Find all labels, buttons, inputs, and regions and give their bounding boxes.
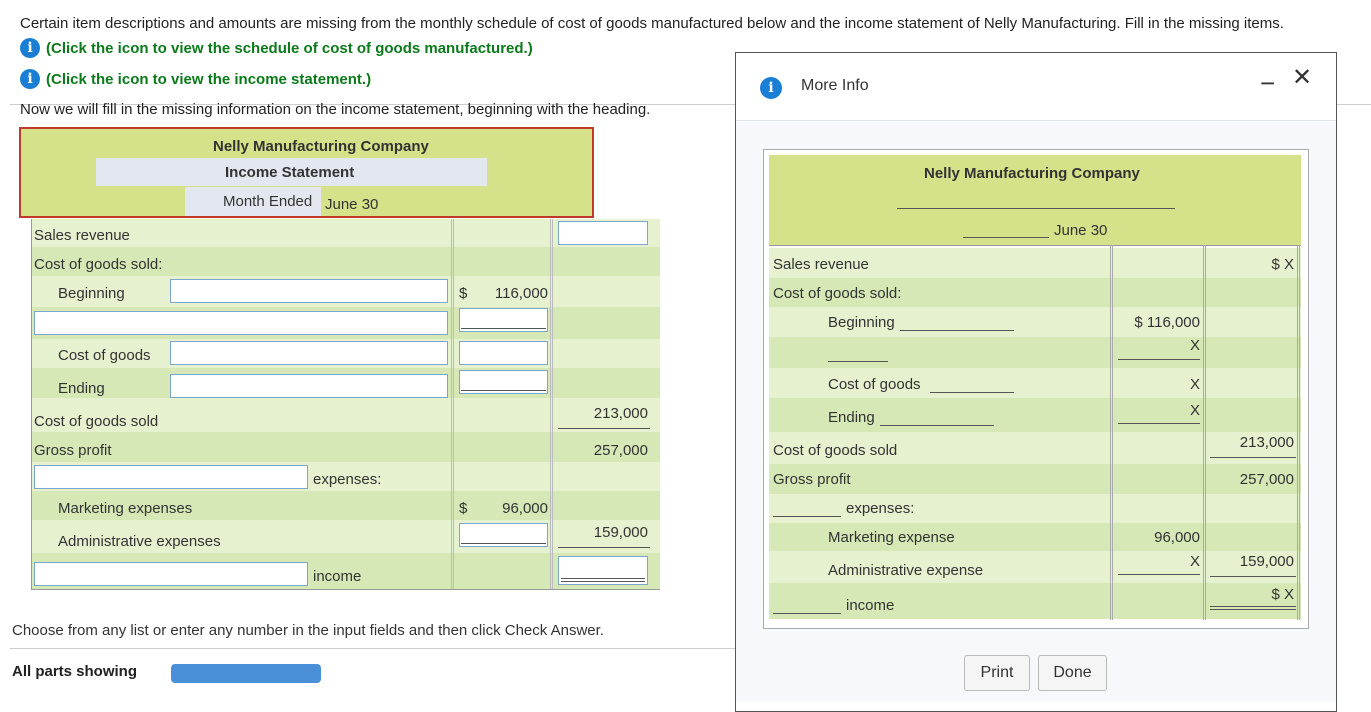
- beginning-amount: 116,000: [494, 285, 548, 302]
- income-info-link[interactable]: [20, 69, 371, 89]
- column-divider: [550, 219, 553, 589]
- close-icon[interactable]: ✕: [1292, 64, 1313, 91]
- modal-gross-profit-amount: 257,000: [1239, 471, 1294, 488]
- modal-gross-profit-label: Gross profit: [773, 471, 851, 488]
- administrative-label: Administrative expenses: [58, 533, 221, 550]
- modal-beginning-label: Beginning: [828, 314, 895, 331]
- modal-income-amount: $ X: [1271, 586, 1294, 603]
- modal-cogs-header: Cost of goods sold:: [773, 285, 902, 302]
- modal-administrative-label: Administrative expense: [828, 562, 984, 579]
- info-icon: i: [760, 77, 782, 99]
- expenses-total-amount: 159,000: [593, 524, 648, 541]
- modal-income-suffix: income: [846, 597, 895, 614]
- column-divider: [451, 219, 454, 589]
- progress-bar: [171, 664, 321, 683]
- beginning-description-input[interactable]: [170, 279, 448, 303]
- blank-line: [930, 392, 1014, 393]
- modal-title: More Info: [801, 77, 869, 94]
- modal-ending-label: Ending: [828, 409, 875, 426]
- minimize-icon[interactable]: −: [1260, 68, 1276, 98]
- company-name: Nelly Manufacturing Company: [213, 138, 429, 155]
- gross-profit-amount: 257,000: [593, 442, 648, 459]
- blank-line: [773, 613, 841, 614]
- modal-company-name: Nelly Manufacturing Company: [924, 165, 1140, 182]
- amount-underline: [461, 543, 546, 544]
- month-label: Month Ended: [223, 193, 313, 210]
- modal-cost-of-goods-label: Cost of goods: [828, 376, 921, 393]
- modal-cogs-total: 213,000: [1239, 434, 1294, 451]
- amount-underline: [558, 428, 650, 429]
- column-divider: [1297, 245, 1300, 620]
- blank-line: [773, 516, 841, 517]
- blank-line: [900, 330, 1014, 331]
- modal-row: [769, 337, 1301, 368]
- sales-revenue-input[interactable]: [558, 221, 648, 245]
- amount-underline: [461, 390, 546, 391]
- modal-expenses-suffix: expenses:: [846, 500, 915, 517]
- cost-of-goods-description-input[interactable]: [170, 341, 448, 365]
- modal-x-amount: X: [1189, 402, 1200, 419]
- blank-description-input[interactable]: [34, 311, 448, 335]
- double-underline: [561, 578, 645, 582]
- blank-line: [897, 208, 1175, 209]
- amount-underline: [461, 328, 546, 329]
- modal-marketing-label: Marketing expense: [828, 529, 955, 546]
- ending-label: Ending: [58, 380, 105, 397]
- modal-beginning-amount: $ 116,000: [1134, 314, 1200, 331]
- footer-message: Choose from any list or enter any number in the input fields and then click Check Answer.: [12, 622, 604, 639]
- month-value: June 30: [325, 196, 379, 213]
- cost-of-goods-amount-input[interactable]: [459, 341, 548, 365]
- column-divider: [1110, 245, 1113, 620]
- sub-instruction: Now we will fill in the missing information on the income statement, beginning with the heading.: [20, 101, 651, 118]
- amount-underline: [1118, 574, 1200, 575]
- modal-date: June 30: [1054, 222, 1108, 239]
- blank-line: [963, 237, 1049, 238]
- income-suffix: income: [313, 568, 362, 585]
- dollar-sign: $: [459, 500, 468, 517]
- schedule-info-link[interactable]: [20, 38, 533, 58]
- expenses-description-input[interactable]: [34, 465, 308, 489]
- blank-line: [828, 361, 888, 362]
- table-bottom-border: [31, 589, 660, 590]
- table-top-border: [769, 245, 1301, 246]
- cogs-header-label: Cost of goods sold:: [34, 256, 163, 273]
- ending-description-input[interactable]: [170, 374, 448, 398]
- expenses-suffix: expenses:: [313, 471, 382, 488]
- marketing-label: Marketing expenses: [58, 500, 193, 517]
- cogs-total-label: Cost of goods sold: [34, 413, 159, 430]
- amount-underline: [558, 547, 650, 548]
- dollar-sign: $: [459, 285, 468, 302]
- modal-admin-amount: X: [1189, 553, 1200, 570]
- income-description-input[interactable]: [34, 562, 308, 586]
- cogs-total-amount: 213,000: [593, 405, 648, 422]
- beginning-label: Beginning: [58, 285, 125, 302]
- income-link-label[interactable]: (Click the icon to view the income statement.): [46, 70, 372, 88]
- modal-cogs-total-label: Cost of goods sold: [773, 442, 898, 459]
- table-left-border: [31, 219, 32, 589]
- schedule-link-label[interactable]: (Click the icon to view the schedule of cost of goods manufactured.): [46, 39, 533, 57]
- amount-underline: [1118, 359, 1200, 360]
- statement-title: Income Statement: [225, 164, 355, 181]
- info-icon[interactable]: i: [20, 69, 40, 89]
- divider: [10, 648, 735, 649]
- modal-sales-label: Sales revenue: [773, 256, 869, 273]
- amount-underline: [1210, 576, 1296, 577]
- info-icon[interactable]: i: [20, 38, 40, 58]
- parts-label: All parts showing: [12, 663, 138, 680]
- modal-marketing-amount: 96,000: [1154, 529, 1200, 546]
- print-button[interactable]: Print: [964, 655, 1030, 691]
- gross-profit-label: Gross profit: [34, 442, 112, 459]
- double-underline: [1210, 606, 1296, 610]
- modal-x-amount: X: [1189, 376, 1200, 393]
- marketing-amount: 96,000: [502, 500, 548, 517]
- modal-x-amount: X: [1189, 337, 1200, 354]
- sales-revenue-label: Sales revenue: [34, 227, 130, 244]
- amount-underline: [1210, 457, 1296, 458]
- done-button[interactable]: Done: [1038, 655, 1107, 691]
- instruction-text: Certain item descriptions and amounts are missing from the monthly schedule of cost of goods manufactured below and the income statement of Nelly Manufacturing. Fill in the missing items.: [20, 15, 1284, 32]
- modal-expenses-total: 159,000: [1239, 553, 1294, 570]
- blank-line: [880, 425, 994, 426]
- column-divider: [1203, 245, 1206, 620]
- modal-sales-amount: $ X: [1271, 256, 1294, 273]
- amount-underline: [1118, 423, 1200, 424]
- cost-of-goods-label: Cost of goods: [58, 347, 151, 364]
